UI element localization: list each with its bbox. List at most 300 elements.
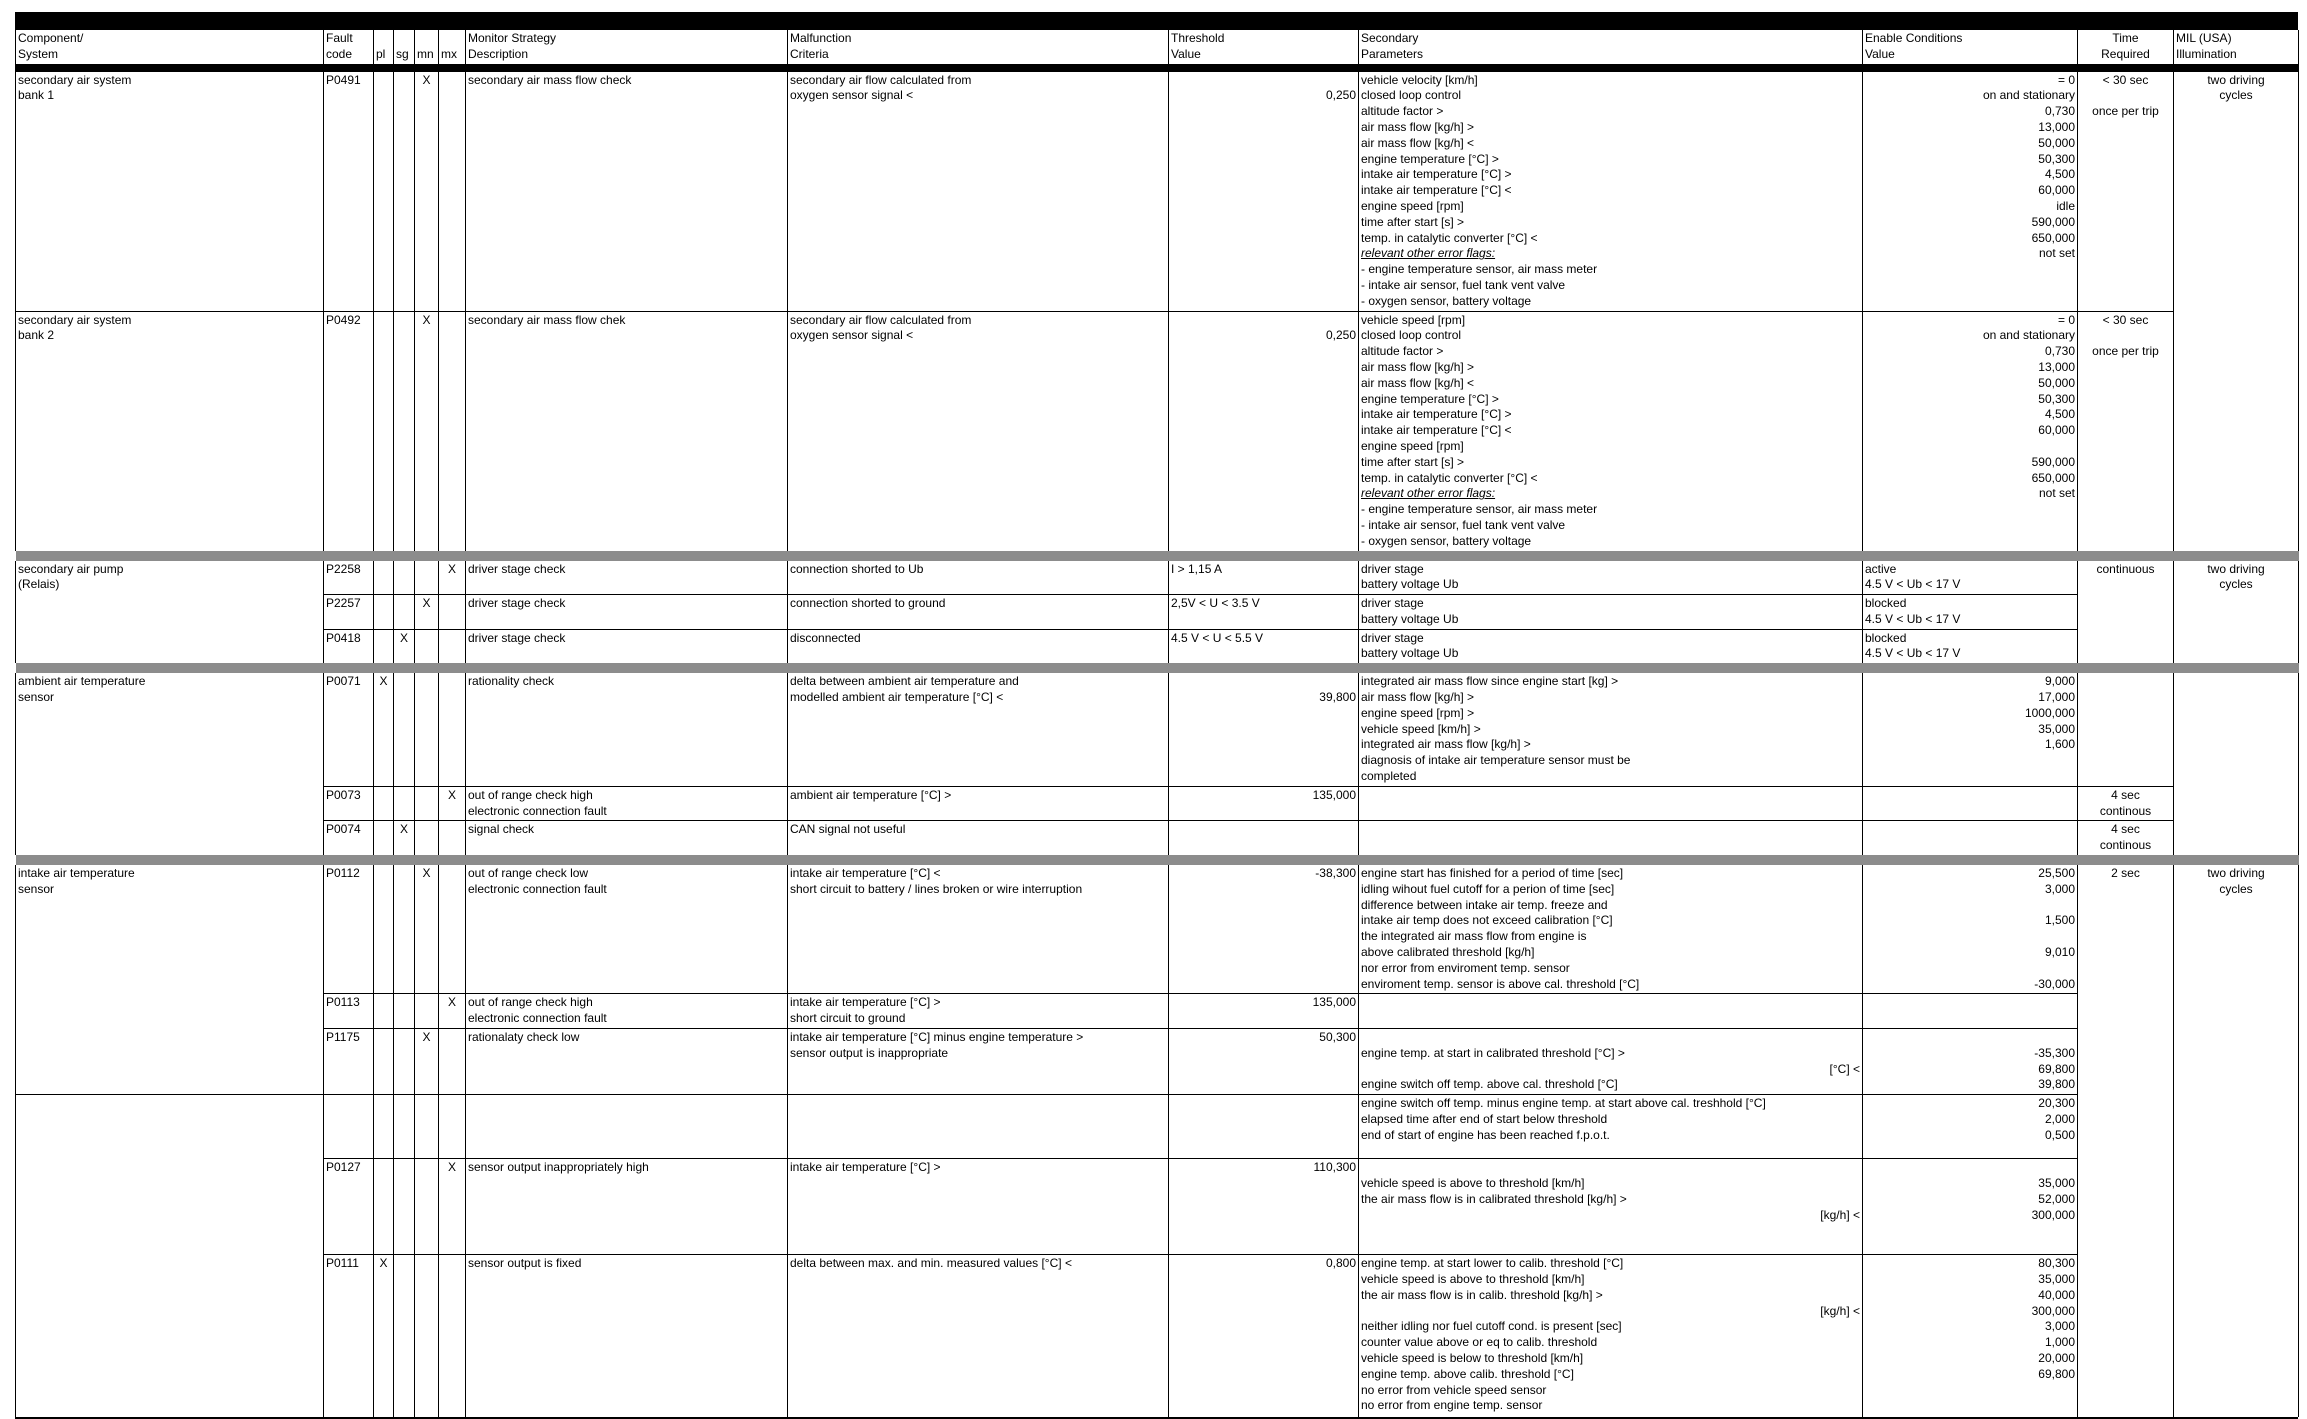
time-cell: continuous <box>2078 561 2174 664</box>
fault-code-cell: P0073 <box>324 786 374 821</box>
enable-cell <box>1863 821 2078 855</box>
enable-cell <box>1863 1095 2078 1159</box>
cell-line: neither idling nor fuel cutoff cond. is present [sec] <box>1361 1319 1622 1334</box>
monitor-cell: out of range check high electronic connection fault <box>466 994 788 1029</box>
params-cell <box>1359 311 1863 550</box>
enable-cell <box>1863 994 2078 1029</box>
pl-cell <box>374 595 394 630</box>
enable-cell <box>1863 865 2078 994</box>
cell-line: intake air temperature [°C] < <box>1361 423 1512 438</box>
cell-line: once per trip <box>2092 344 2159 359</box>
cell-line: vehicle speed is above to threshold [km/h] <box>1361 1176 1585 1190</box>
cell-line: 35,000 <box>2038 1272 2075 1286</box>
enable-cell: active 4.5 V < Ub < 17 V <box>1863 561 2078 595</box>
cell-line: engine speed [rpm] > <box>1361 705 1475 720</box>
cell-line: - oxygen sensor, battery voltage <box>1361 533 1532 548</box>
cell-line: 39,800 <box>2038 1077 2075 1092</box>
cell-line: 0,730 <box>2044 344 2075 359</box>
time-cell <box>2078 673 2174 786</box>
component-cell: secondary air system bank 1 <box>16 68 324 311</box>
cell-line: 650,000 <box>2031 230 2075 245</box>
cell-line: 52,000 <box>2038 1191 2075 1206</box>
cell-line: 590,000 <box>2031 454 2075 469</box>
cell-line: no error from vehicle speed sensor <box>1361 1382 1547 1397</box>
cell-line: 69,800 <box>2038 1061 2075 1076</box>
col-enable: Enable Conditions Value <box>1863 30 2078 68</box>
cell-line <box>1361 1030 1860 1046</box>
cell-line: 50,300 <box>2038 391 2075 406</box>
monitor-table <box>15 30 2299 1417</box>
threshold-cell: 0,250 <box>1169 311 1359 550</box>
bottom-rule <box>15 1417 2298 1419</box>
monitor-cell: signal check <box>466 821 788 855</box>
cell-line: 9,000 <box>2044 674 2075 689</box>
params-cell <box>1359 673 1863 786</box>
fault-code-cell: P2257 <box>324 595 374 630</box>
threshold-cell: 0,800 <box>1169 1255 1359 1417</box>
time-cell <box>2078 311 2174 550</box>
col-mx: mx <box>439 30 466 68</box>
malfunction-cell: delta between ambient air temperature and modelled ambient air temperature [°C] < <box>788 673 1169 786</box>
cell-line: 4,500 <box>2044 407 2075 422</box>
mn-cell: X <box>415 311 439 550</box>
pl-cell <box>374 865 394 994</box>
cell-line: 1,500 <box>2044 913 2075 928</box>
cell-line: - intake air sensor, fuel tank vent valve <box>1361 277 1566 292</box>
cell-line: diagnosis of intake air temperature sensor must be <box>1361 753 1631 768</box>
cell-line: not set <box>2038 486 2075 501</box>
cell-line: the integrated air mass flow from engine is <box>1361 929 1587 944</box>
cell-line: 13,000 <box>2038 359 2075 374</box>
col-mil: MIL (USA) Illumination <box>2174 30 2299 68</box>
sg-cell <box>394 595 415 630</box>
cell-line: vehicle speed is below to threshold [km/h] <box>1361 1350 1584 1365</box>
cell-line: 20,300 <box>2038 1096 2075 1111</box>
cell-line <box>1865 753 2075 769</box>
cell-line: idle <box>2056 198 2075 213</box>
cell-line: end of start of engine has been reached f.p.o.t. <box>1361 1127 1610 1142</box>
threshold-cell: I > 1,15 A <box>1169 561 1359 595</box>
cell-line: [kg/h] < <box>1820 1303 1860 1318</box>
cell-line: altitude factor > <box>1361 104 1444 119</box>
enable-cell <box>1863 673 2078 786</box>
cell-line: nor error from enviroment temp. sensor <box>1361 960 1570 975</box>
enable-cell <box>1863 311 2078 550</box>
cell-line: closed loop control <box>1361 88 1462 103</box>
cell-line: engine temp. above calib. threshold [°C] <box>1361 1366 1574 1381</box>
cell-line: 0,730 <box>2044 104 2075 119</box>
sg-cell <box>394 1029 415 1095</box>
sg-cell <box>394 311 415 550</box>
cell-line: 35,000 <box>2038 721 2075 736</box>
table-row <box>16 68 2299 311</box>
malfunction-cell: secondary air flow calculated from oxygen sensor signal < <box>788 68 1169 311</box>
cell-line <box>1865 1160 2075 1176</box>
monitor-cell: secondary air mass flow check <box>466 68 788 311</box>
header-row <box>16 30 2299 68</box>
cell-line: time after start [s] > <box>1361 214 1465 229</box>
threshold-cell: 4.5 V < U < 5.5 V <box>1169 629 1359 663</box>
monitor-cell <box>466 1095 788 1159</box>
cell-line: [kg/h] < <box>1820 1207 1860 1222</box>
cell-line <box>1865 898 2075 914</box>
enable-cell: blocked 4.5 V < Ub < 17 V <box>1863 595 2078 630</box>
mn-cell: X <box>415 68 439 311</box>
pl-cell <box>374 1159 394 1255</box>
params-cell <box>1359 1255 1863 1417</box>
cell-line: air mass flow [kg/h] > <box>1361 359 1475 374</box>
sg-cell <box>394 1255 415 1417</box>
table-row <box>16 821 2299 855</box>
malfunction-cell: disconnected <box>788 629 1169 663</box>
table-row <box>16 1159 2299 1255</box>
cell-line: 60,000 <box>2038 183 2075 198</box>
cell-line <box>1865 929 2075 945</box>
cell-line: the air mass flow is in calib. threshold [kg/h] > <box>1361 1287 1603 1302</box>
monitor-cell: driver stage check <box>466 629 788 663</box>
cell-line: integrated air mass flow since engine start [kg] > <box>1361 674 1619 689</box>
table-row <box>16 629 2299 663</box>
cell-line: relevant other error flags: <box>1361 246 1496 261</box>
cell-line: 650,000 <box>2031 470 2075 485</box>
enable-cell <box>1863 1029 2078 1095</box>
cell-line: vehicle speed is above to threshold [km/h] <box>1361 1272 1585 1286</box>
monitor-cell: out of range check high electronic connection fault <box>466 786 788 821</box>
cell-line: not set <box>2038 246 2075 261</box>
mx-cell <box>439 595 466 630</box>
threshold-cell <box>1169 821 1359 855</box>
cell-line: 17,000 <box>2038 690 2075 705</box>
pl-cell: X <box>374 1255 394 1417</box>
threshold-cell: 135,000 <box>1169 994 1359 1029</box>
cell-line: intake air temperature [°C] > <box>1361 167 1512 182</box>
table-row <box>16 311 2299 550</box>
cell-line: intake air temp does not exceed calibration [°C] <box>1361 913 1613 928</box>
mx-cell <box>439 865 466 994</box>
cell-line: 50,000 <box>2038 135 2075 150</box>
cell-line: vehicle speed [km/h] > <box>1361 721 1481 736</box>
col-time: Time Required <box>2078 30 2174 68</box>
threshold-cell <box>1169 1095 1359 1159</box>
cell-line: air mass flow [kg/h] > <box>1361 690 1475 705</box>
cell-line: 25,500 <box>2038 866 2075 881</box>
cell-line: 2,000 <box>2044 1112 2075 1126</box>
cell-line: 35,000 <box>2038 1176 2075 1190</box>
pl-cell <box>374 821 394 855</box>
cell-line: 50,300 <box>2038 151 2075 166</box>
threshold-cell: -38,300 <box>1169 865 1359 994</box>
col-secondary: Secondary Parameters <box>1359 30 1863 68</box>
cell-line: on and stationary <box>1982 88 2075 103</box>
params-cell <box>1359 1159 1863 1255</box>
pl-cell <box>374 629 394 663</box>
component-cell: secondary air pump (Relais) <box>16 561 324 664</box>
cell-line: engine temp. at start in calibrated threshold [°C] > <box>1361 1045 1625 1060</box>
cell-line: engine temperature [°C] > <box>1361 391 1499 406</box>
component-cell: secondary air system bank 2 <box>16 311 324 550</box>
cell-line: 3,000 <box>2044 881 2075 896</box>
fault-code-cell: P0112 <box>324 865 374 994</box>
cell-line: - engine temperature sensor, air mass meter <box>1361 262 1598 277</box>
table-row <box>16 1095 2299 1159</box>
cell-line: 1,600 <box>2044 737 2075 752</box>
cell-line: intake air temperature [°C] > <box>1361 407 1512 422</box>
params-cell: driver stage battery voltage Ub <box>1359 629 1863 663</box>
malfunction-cell: delta between max. and min. measured values [°C] < <box>788 1255 1169 1417</box>
mn-cell <box>415 1095 439 1159</box>
cell-line <box>1865 1398 2075 1414</box>
params-cell <box>1359 865 1863 994</box>
table-row <box>16 786 2299 821</box>
pl-cell <box>374 68 394 311</box>
cell-line: engine speed [rpm] <box>1361 438 1464 453</box>
threshold-cell: 0,250 <box>1169 68 1359 311</box>
fault-code-cell: P0071 <box>324 673 374 786</box>
cell-line: 80,300 <box>2038 1256 2075 1271</box>
table-row <box>16 673 2299 786</box>
cell-line: air mass flow [kg/h] < <box>1361 375 1475 390</box>
mx-cell <box>439 629 466 663</box>
mx-cell <box>439 673 466 786</box>
cell-line: engine switch off temp. minus engine temp. at start above cal. treshhold [°C] <box>1361 1096 1766 1111</box>
cell-line: 60,000 <box>2038 423 2075 438</box>
cell-line: intake air temperature [°C] < <box>1361 183 1512 198</box>
cell-line: elapsed time after end of start below threshold <box>1361 1112 1608 1126</box>
cell-line: 0,500 <box>2044 1127 2075 1142</box>
col-fault-code: Fault code <box>324 30 374 68</box>
fault-code-cell: P2258 <box>324 561 374 595</box>
malfunction-cell <box>788 1095 1169 1159</box>
cell-line: 69,800 <box>2038 1366 2075 1381</box>
malfunction-cell: secondary air flow calculated from oxygen sensor signal < <box>788 311 1169 550</box>
cell-line: 300,000 <box>2031 1207 2075 1222</box>
cell-line: 1000,000 <box>2024 705 2075 720</box>
sg-cell <box>394 673 415 786</box>
cell-line <box>1865 1383 2075 1399</box>
monitor-cell: sensor output is fixed <box>466 1255 788 1417</box>
mx-cell <box>439 68 466 311</box>
table-row <box>16 994 2299 1029</box>
cell-line <box>1865 278 2075 294</box>
cell-line <box>1361 1160 1860 1176</box>
mn-cell <box>415 1255 439 1417</box>
obd-monitor-sheet <box>15 12 2298 1419</box>
col-malfunction: Malfunction Criteria <box>788 30 1169 68</box>
monitor-cell: secondary air mass flow chek <box>466 311 788 550</box>
cell-line: the air mass flow is in calibrated threshold [kg/h] > <box>1361 1191 1627 1206</box>
fault-code-cell: P0074 <box>324 821 374 855</box>
monitor-cell: rationalaty check low <box>466 1029 788 1095</box>
cell-line: 4,500 <box>2044 167 2075 182</box>
cell-line <box>1865 262 2075 278</box>
params-cell: driver stage battery voltage Ub <box>1359 561 1863 595</box>
enable-cell: blocked 4.5 V < Ub < 17 V <box>1863 629 2078 663</box>
malfunction-cell: intake air temperature [°C] > short circuit to ground <box>788 994 1169 1029</box>
mx-cell <box>439 821 466 855</box>
cell-line: temp. in catalytic converter [°C] < <box>1361 230 1538 245</box>
cell-line <box>1865 518 2075 534</box>
cell-line <box>2080 328 2171 344</box>
col-component: Component/ System <box>16 30 324 68</box>
cell-line: engine temperature [°C] > <box>1361 151 1499 166</box>
cell-line: 590,000 <box>2031 214 2075 229</box>
cell-line <box>1865 502 2075 518</box>
cell-line <box>2080 88 2171 104</box>
cell-line: on and stationary <box>1982 328 2075 343</box>
pl-cell <box>374 1029 394 1095</box>
threshold-cell: 2,5V < U < 3.5 V <box>1169 595 1359 630</box>
pl-cell <box>374 994 394 1029</box>
mn-cell <box>415 561 439 595</box>
cell-line: relevant other error flags: <box>1361 486 1496 501</box>
mn-cell <box>415 821 439 855</box>
mil-cell: two driving cycles <box>2174 68 2299 551</box>
sg-cell <box>394 994 415 1029</box>
cell-line: altitude factor > <box>1361 344 1444 359</box>
mn-cell <box>415 786 439 821</box>
mn-cell: X <box>415 1029 439 1095</box>
fault-code-cell: P0418 <box>324 629 374 663</box>
fault-code-cell: P1175 <box>324 1029 374 1095</box>
fault-code-cell <box>324 1095 374 1159</box>
mn-cell: X <box>415 595 439 630</box>
malfunction-cell: CAN signal not useful <box>788 821 1169 855</box>
pl-cell: X <box>374 673 394 786</box>
pl-cell <box>374 1095 394 1159</box>
cell-line: difference between intake air temp. freeze and <box>1361 897 1608 912</box>
threshold-cell: 135,000 <box>1169 786 1359 821</box>
top-black-bar <box>15 12 2298 30</box>
cell-line: = 0 <box>2057 72 2075 87</box>
pl-cell <box>374 786 394 821</box>
mx-cell: X <box>439 786 466 821</box>
cell-line: air mass flow [kg/h] < <box>1361 135 1475 150</box>
mn-cell <box>415 673 439 786</box>
threshold-cell: 110,300 <box>1169 1159 1359 1255</box>
cell-line: 300,000 <box>2031 1303 2075 1318</box>
cell-line: 13,000 <box>2038 119 2075 134</box>
monitor-cell: sensor output inappropriately high <box>466 1159 788 1255</box>
cell-line: 9,010 <box>2044 945 2075 960</box>
monitor-cell: rationality check <box>466 673 788 786</box>
cell-line: < 30 sec <box>2102 312 2149 327</box>
cell-line: 1,000 <box>2044 1335 2075 1350</box>
table-row <box>16 1029 2299 1095</box>
cell-line: 40,000 <box>2038 1287 2075 1302</box>
monitor-cell: out of range check low electronic connection fault <box>466 865 788 994</box>
time-cell: 2 sec <box>2078 865 2174 1417</box>
cell-line: completed <box>1361 769 1417 784</box>
section-separator <box>16 663 2299 673</box>
col-monitor: Monitor Strategy Description <box>466 30 788 68</box>
fault-code-cell: P0127 <box>324 1159 374 1255</box>
sg-cell <box>394 1095 415 1159</box>
sg-cell <box>394 865 415 994</box>
monitor-cell: driver stage check <box>466 561 788 595</box>
malfunction-cell: intake air temperature [°C] < short circuit to battery / lines broken or wire interruption <box>788 865 1169 994</box>
cell-line: engine start has finished for a period of time [sec] <box>1361 866 1624 881</box>
cell-line: temp. in catalytic converter [°C] < <box>1361 470 1538 485</box>
cell-line: - intake air sensor, fuel tank vent valve <box>1361 517 1566 532</box>
mx-cell: X <box>439 1159 466 1255</box>
cell-line <box>1865 769 2075 785</box>
mil-cell <box>2174 673 2299 855</box>
cell-line <box>1865 534 2075 550</box>
pl-cell <box>374 311 394 550</box>
col-sg: sg <box>394 30 415 68</box>
component-cell <box>16 1095 324 1417</box>
mn-cell <box>415 994 439 1029</box>
mx-cell <box>439 311 466 550</box>
time-cell: 4 sec continous <box>2078 786 2174 821</box>
sg-cell <box>394 68 415 311</box>
cell-line <box>1865 294 2075 310</box>
table-row <box>16 595 2299 630</box>
malfunction-cell: intake air temperature [°C] > <box>788 1159 1169 1255</box>
section-separator <box>16 551 2299 561</box>
cell-line: closed loop control <box>1361 328 1462 343</box>
time-cell: 4 sec continous <box>2078 821 2174 855</box>
component-cell: intake air temperature sensor <box>16 865 324 1095</box>
cell-line: < 30 sec <box>2102 72 2149 87</box>
cell-line: integrated air mass flow [kg/h] > <box>1361 737 1531 752</box>
fault-code-cell: P0111 <box>324 1255 374 1417</box>
threshold-cell: 50,300 <box>1169 1029 1359 1095</box>
malfunction-cell: intake air temperature [°C] minus engine temperature > sensor output is inappropriate <box>788 1029 1169 1095</box>
table-row <box>16 1255 2299 1417</box>
time-cell <box>2078 68 2174 311</box>
mn-cell: X <box>415 865 439 994</box>
params-cell: driver stage battery voltage Ub <box>1359 595 1863 630</box>
cell-line <box>1865 439 2075 455</box>
mil-cell: two driving cycles <box>2174 865 2299 1417</box>
enable-cell <box>1863 1255 2078 1417</box>
cell-line: above calibrated threshold [kg/h] <box>1361 945 1535 960</box>
mx-cell <box>439 1029 466 1095</box>
cell-line <box>1865 1030 2075 1046</box>
params-cell <box>1359 786 1863 821</box>
sg-cell <box>394 1159 415 1255</box>
cell-line: [°C] < <box>1829 1061 1860 1076</box>
mx-cell: X <box>439 561 466 595</box>
cell-line: 3,000 <box>2044 1319 2075 1334</box>
malfunction-cell: connection shorted to Ub <box>788 561 1169 595</box>
mx-cell <box>439 1095 466 1159</box>
cell-line: no error from engine temp. sensor <box>1361 1398 1543 1413</box>
enable-cell <box>1863 786 2078 821</box>
cell-line: = 0 <box>2057 312 2075 327</box>
cell-line: engine switch off temp. above cal. threshold [°C] <box>1361 1077 1618 1092</box>
cell-line: vehicle speed [rpm] <box>1361 312 1466 327</box>
sg-cell <box>394 561 415 595</box>
cell-line: 50,000 <box>2038 375 2075 390</box>
col-mn: mn <box>415 30 439 68</box>
sg-cell: X <box>394 821 415 855</box>
col-threshold: Threshold Value <box>1169 30 1359 68</box>
mx-cell <box>439 1255 466 1417</box>
sg-cell: X <box>394 629 415 663</box>
cell-line: 20,000 <box>2038 1350 2075 1365</box>
mil-cell: two driving cycles <box>2174 561 2299 664</box>
malfunction-cell: connection shorted to ground <box>788 595 1169 630</box>
malfunction-cell: ambient air temperature [°C] > <box>788 786 1169 821</box>
cell-line: enviroment temp. sensor is above cal. threshold [°C] <box>1361 976 1640 991</box>
params-cell <box>1359 821 1863 855</box>
mn-cell <box>415 1159 439 1255</box>
sg-cell <box>394 786 415 821</box>
cell-line: once per trip <box>2092 104 2159 119</box>
params-cell <box>1359 994 1863 1029</box>
